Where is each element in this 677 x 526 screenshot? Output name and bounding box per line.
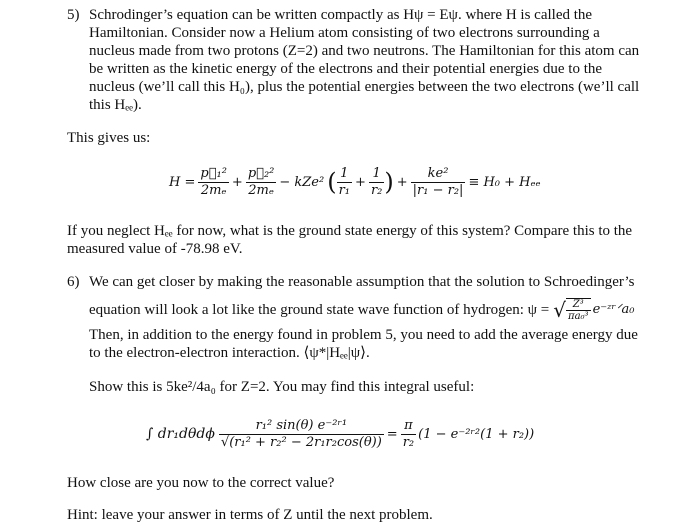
interaction-term: [411, 166, 466, 199]
r2-denominator: r₂: [370, 182, 383, 198]
minus-kze2: − kZe²: [279, 174, 325, 190]
question-line-1: If you neglect Hₑₑ for now, what is the ground state energy of this system? Compare this to the: [67, 223, 633, 239]
integral-equation: [146, 412, 534, 456]
close-line: How close are you now to the correct value?: [67, 475, 335, 491]
integrand-numerator: r₁² sin(θ) e⁻²ʳ¹: [219, 418, 384, 435]
gives-us-label: This gives us:: [67, 130, 151, 146]
integrand-denominator: √(r₁² + r₂² − 2r₁r₂cos(θ)): [220, 434, 382, 450]
plus-sign-2: +: [355, 174, 366, 190]
right-paren: ): [384, 168, 394, 196]
r12-denominator: |r₁ − r₂|: [412, 182, 464, 198]
psi-exponential: e⁻ᶻʳᐟa₀: [592, 302, 635, 317]
two-me-2: 2mₑ: [248, 182, 274, 198]
show-line: Show this is 5ke²/4a₀ for Z=2. You may find this integral useful:: [89, 379, 475, 395]
problem-6-number: 6): [67, 274, 80, 290]
r1-denominator: r₁: [338, 182, 351, 198]
inverse-r1: [337, 166, 352, 199]
pi-over-r2: [401, 418, 416, 451]
one-numerator-2: 1: [369, 166, 384, 183]
problem-6-line-1: We can get closer by making the reasonable assumption that the solution to Schroedinger’s: [89, 274, 635, 290]
problem-5-line-5: nucleus (we’ll call this H₀), plus the potential energies between the two electrons (we’ll call: [89, 79, 640, 95]
integrand-fraction: [219, 418, 384, 451]
hint-line: Hint: leave your answer in terms of Z until the next problem.: [67, 507, 433, 523]
hamiltonian-lhs: H =: [169, 174, 196, 190]
psi-z-cubed: Z³: [566, 299, 591, 311]
left-paren: (: [327, 168, 337, 196]
integral-result: (1 − e⁻²ʳ²(1 + r₂)): [418, 426, 535, 442]
integral-prefix: ∫ dr₁dθdϕ: [146, 426, 215, 442]
pi-numerator: π: [401, 418, 416, 435]
plus-sign-1: +: [231, 174, 243, 190]
problem-5-line-1: Schrodinger’s equation can be written compactly as Hψ = Eψ. where H is called the: [89, 7, 593, 23]
problem-5-line-6: this Hₑₑ).: [89, 97, 142, 113]
question-line-2: measured value of -78.98 eV.: [67, 241, 243, 257]
hamiltonian-equation: [166, 160, 544, 204]
inverse-r2: [369, 166, 384, 199]
problem-6-line-4: to the electron-electron interaction. ⟨ψ*|Hₑₑ|ψ⟩.: [89, 345, 370, 361]
two-me-1: 2mₑ: [200, 182, 227, 198]
problem-5-line-2: Hamiltonian. Consider now a Helium atom consisting of two electrons surrounding a: [89, 25, 600, 41]
p1-squared: p⃗₁²: [200, 165, 227, 181]
problem-6-line-2-text: equation will look a lot like the ground state wave function of hydrogen: ψ =: [89, 302, 550, 318]
p2-squared: p⃗₂²: [247, 165, 275, 181]
plus-sign-3: +: [396, 174, 408, 190]
one-numerator-1: 1: [337, 166, 352, 183]
ke2-numerator: ke²: [411, 166, 466, 183]
psi-pi-a0-cubed: πa₀³: [568, 311, 589, 322]
problem-6-line-3: Then, in addition to the energy found in problem 5, you need to add the average energy due: [89, 327, 638, 343]
psi-sqrt: √ $\frac{\text{Z³}}{\text{πa₀³}}$ e⁻ᶻʳᐟa₀: [553, 298, 635, 322]
problem-5-line-4: be written as the kinetic energy of the electrons and their potential energies due to the: [89, 61, 603, 77]
problem-5-number: 5): [67, 7, 80, 23]
r2-denominator-integral: r₂: [402, 434, 415, 450]
integral-equals: =: [386, 426, 398, 442]
problem-6-line-2: [89, 298, 634, 322]
hamiltonian-rhs: ≡ H₀ + Hₑₑ: [468, 174, 541, 190]
problem-5-line-3: nucleus made from two protons (Z=2) and two neutrons. The Hamiltonian for this atom can: [89, 43, 640, 59]
kinetic-term-1: [198, 166, 229, 199]
kinetic-term-2: [246, 166, 277, 199]
